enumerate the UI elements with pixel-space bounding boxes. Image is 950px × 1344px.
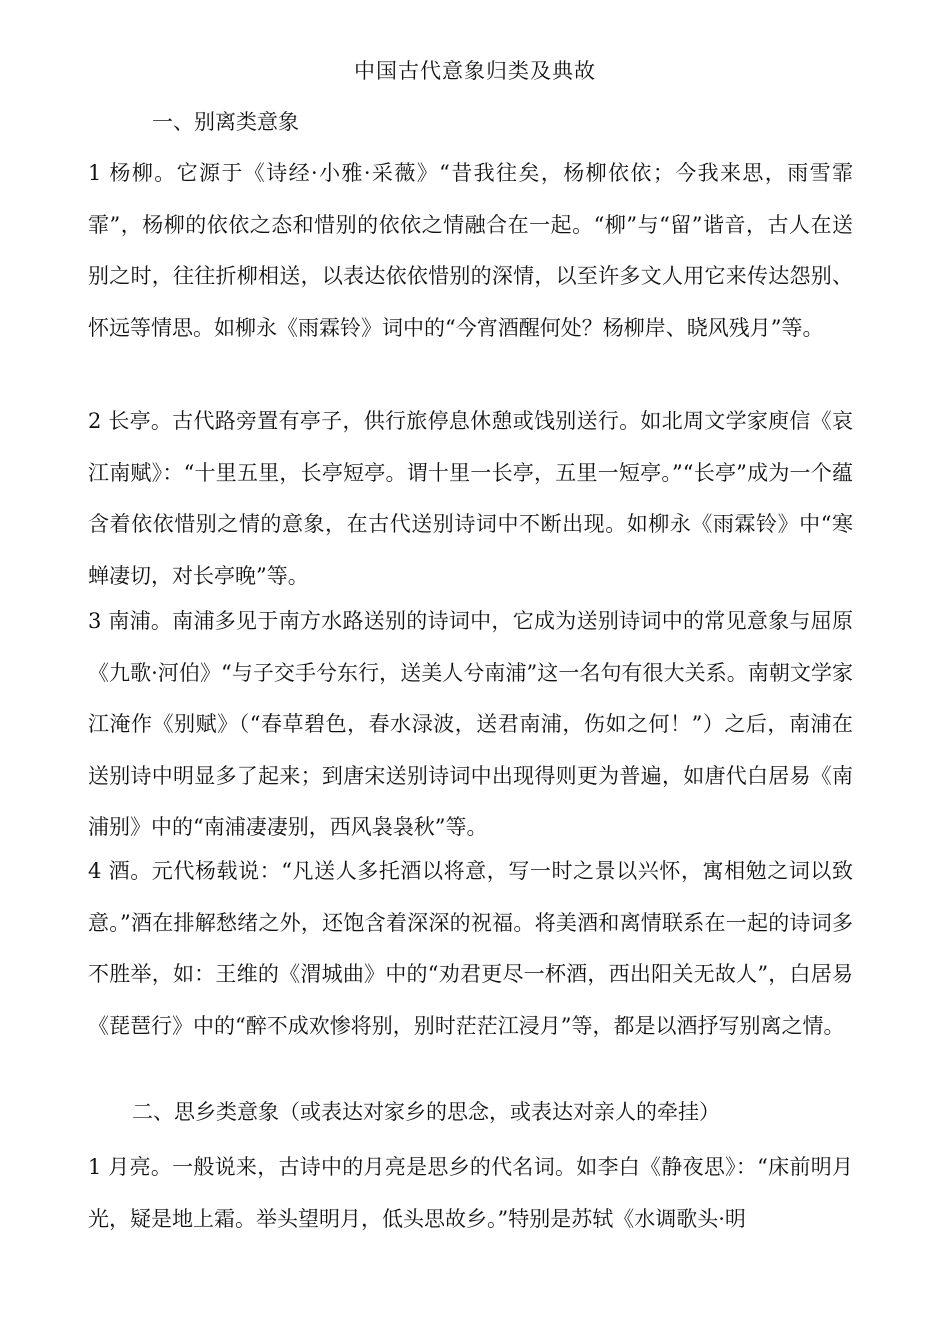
paragraph-moon: 1 月亮。一般说来，古诗中的月亮是思乡的代名词。如李白《静夜思》：“床前明月光，疑是地上霜。举头望明月，低头思故乡。”特别是苏轼《水调歌头·明: [88, 1155, 853, 1231]
paragraph-willow: 1 杨柳。它源于《诗经·小雅·采薇》“昔我往矣，杨柳依依；今我来思，雨雪霏霏”，杨柳的依依之态和惜别的依依之情融合在一起。“柳”与“留”谐音，古人在送别之时，往往折柳相送，以表达依依惜别的深情，以至许多文人用它来传达怨别、怀远等情思。如柳永《雨霖铃》词中的“今宵酒醒何处？杨柳岸、晓风残月”等。: [88, 161, 853, 340]
paragraph-nanpu: 3 南浦。南浦多见于南方水路送别的诗词中，它成为送别诗词中的常见意象与屈原《九歌·河伯》“与子交手兮东行，送美人兮南浦”这一名句有很大关系。南朝文学家江淹作《别赋》（“春草碧色，春水渌波，送君南浦，伤如之何！”）之后，南浦在送别诗中明显多了起来；到唐宋送别诗词中出现得则更为普遍，如唐代白居易《南浦别》中的“南浦凄凄别，西风袅袅秋”等。: [88, 609, 853, 839]
section-heading-homesick: 二、思乡类意象（或表达对家乡的思念，或表达对亲人的牵挂）: [132, 1100, 720, 1124]
paragraph-pavilion: 2 长亭。古代路旁置有亭子，供行旅停息休憩或饯别送行。如北周文学家庾信《哀江南赋》：“十里五里，长亭短亭。谓十里一长亭，五里一短亭。”“长亭”成为一个蕴含着依依惜别之情的意象，在古代送别诗词中不断出现。如柳永《雨霖铃》中“寒蝉凄切，对长亭晚”等。: [88, 409, 853, 588]
section-heading-parting: 一、别离类意象: [152, 110, 299, 134]
document-title: 中国古代意象归类及典故: [354, 59, 596, 83]
paragraph-wine: 4 酒。元代杨载说：“凡送人多托酒以将意，写一时之景以兴怀，寓相勉之词以致意。”酒在排解愁绪之外，还饱含着深深的祝福。将美酒和离情联系在一起的诗词多不胜举，如：王维的《渭城曲》中的“劝君更尽一杯酒，西出阳关无故人”，白居易《琵琶行》中的“醉不成欢惨将别，别时茫茫江浸月”等，都是以酒抒写别离之情。: [88, 859, 853, 1038]
